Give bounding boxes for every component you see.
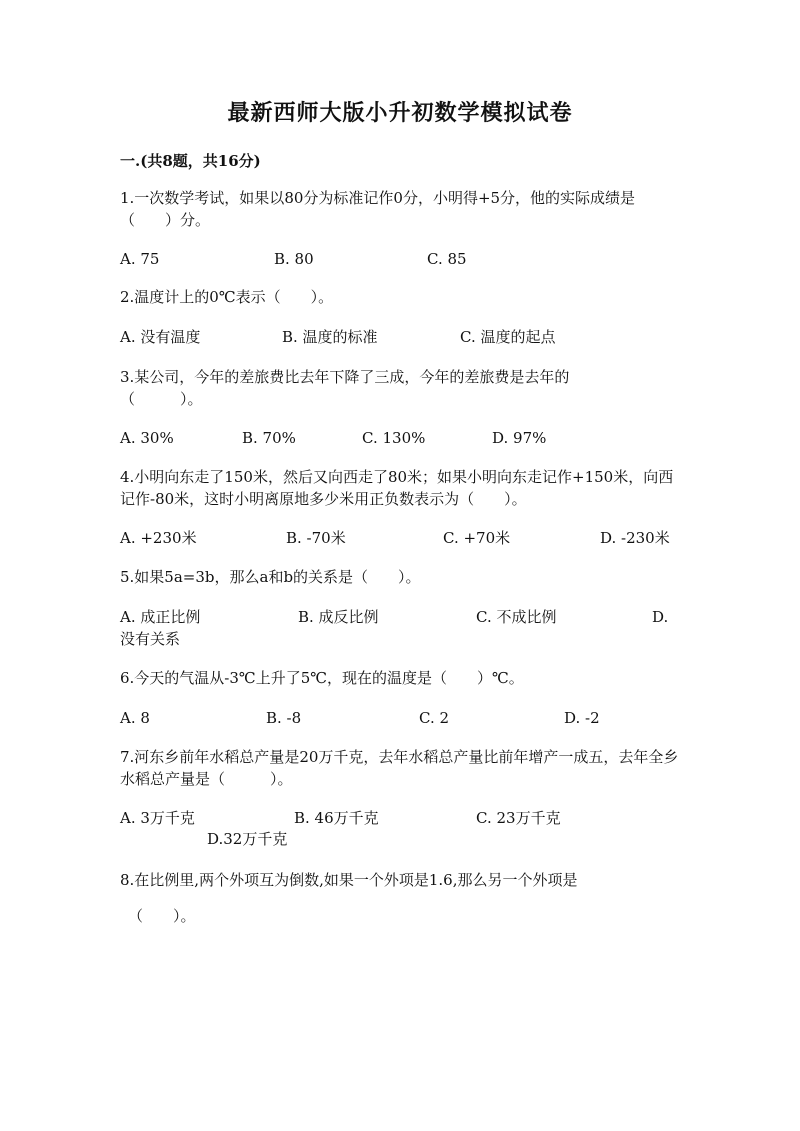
question-3-option-b: B. 70% xyxy=(242,429,296,447)
question-5-option-b: B. 成反比例 xyxy=(298,608,379,626)
question-5-option-a: A. 成正比例 xyxy=(120,608,201,626)
question-3-option-c: C. 130% xyxy=(362,429,426,447)
question-3-option-d: D. 97% xyxy=(492,429,547,447)
question-6-option-d: D. -2 xyxy=(564,709,600,727)
question-1-stem: 1.一次数学考试，如果以80分为标准记作0分，小明得+5分，他的实际成绩是（ ）分。 xyxy=(120,189,636,229)
question-7-option-d: D.32万千克 xyxy=(207,830,288,848)
question-7-stem: 7.河东乡前年水稻总产量是20万千克，去年水稻总产量比前年增产一成五，去年全乡水稻总产量是（ ）。 xyxy=(120,748,679,788)
question-1-option-a: A. 75 xyxy=(120,250,160,268)
question-6-option-b: B. -8 xyxy=(266,709,302,727)
question-1-option-c: C. 85 xyxy=(427,250,467,268)
question-8-blank: （ ）。 xyxy=(128,907,196,925)
question-6-option-c: C. 2 xyxy=(419,709,450,727)
question-4-option-d: D. -230米 xyxy=(600,529,670,547)
question-7-option-b: B. 46万千克 xyxy=(294,809,379,827)
section-header: 一.(共8题，共16分) xyxy=(120,152,261,170)
question-6-stem: 6.今天的气温从-3℃上升了5℃，现在的温度是（ ）℃。 xyxy=(120,669,524,687)
question-2-option-c: C. 温度的起点 xyxy=(460,328,556,346)
question-4-option-c: C. +70米 xyxy=(443,529,511,547)
question-3-option-a: A. 30% xyxy=(120,429,174,447)
question-1-option-b: B. 80 xyxy=(274,250,314,268)
question-6-option-a: A. 8 xyxy=(120,709,150,727)
question-5-option-c: C. 不成比例 xyxy=(476,608,557,626)
page-title: 最新西师大版小升初数学模拟试卷 xyxy=(227,100,573,126)
question-2-option-a: A. 没有温度 xyxy=(120,328,201,346)
question-3-stem xyxy=(120,366,680,410)
question-4-option-b: B. -70米 xyxy=(286,529,346,547)
question-8-stem: 8.在比例里,两个外项互为倒数,如果一个外项是1.6,那么另一个外项是 xyxy=(120,871,578,889)
question-2-stem: 2.温度计上的0℃表示（ ）。 xyxy=(120,288,334,306)
question-5-option-d: D. xyxy=(652,608,669,626)
question-5-stem: 5.如果5a=3b，那么a和b的关系是（ ）。 xyxy=(120,568,421,586)
question-7-option-c: C. 23万千克 xyxy=(476,809,561,827)
question-4-stem: 4.小明向东走了150米，然后又向西走了80米；如果小明向东走记作+150米，向西记作-80米，这时小明离原地多少米用正负数表示为（ ）。 xyxy=(120,468,674,508)
question-7-option-a: A. 3万千克 xyxy=(120,809,195,827)
question-3-stem-line1: 3.某公司，今年的差旅费比去年下降了三成，今年的差旅费是去年的 xyxy=(120,368,570,386)
question-4-option-a: A. +230米 xyxy=(120,529,197,547)
question-5-option-d-text: 没有关系 xyxy=(120,630,181,648)
question-3-stem-line2: （ ）。 xyxy=(120,390,203,408)
question-2-option-b: B. 温度的标准 xyxy=(282,328,378,346)
